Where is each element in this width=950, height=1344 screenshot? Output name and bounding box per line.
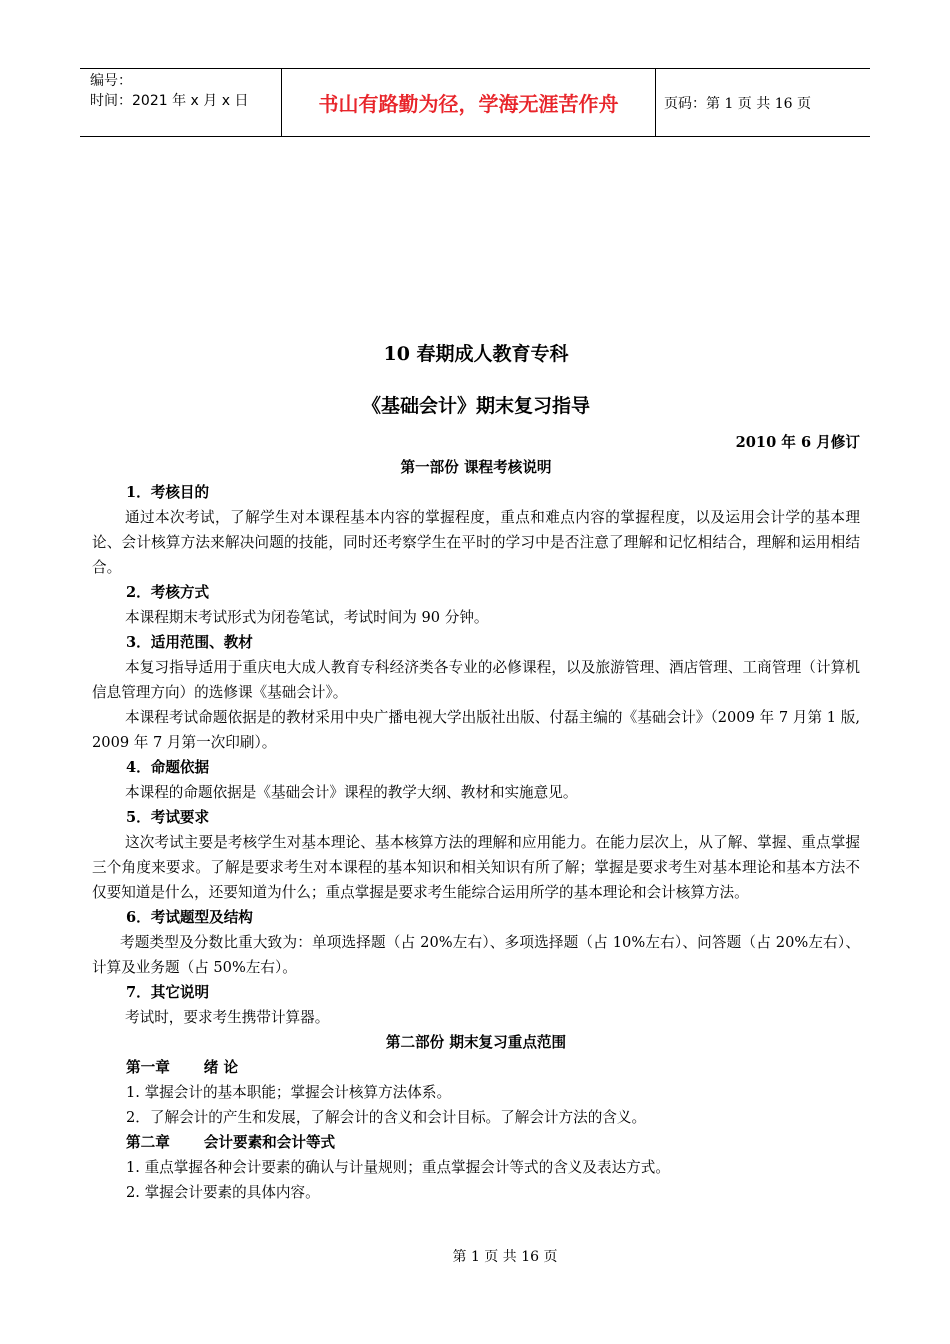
part2-heading: 第二部份 期末复习重点范围 [385,1034,567,1051]
section-3-title: 3．适用范围、教材 [126,634,253,651]
list-item: 2．了解会计的产生和发展，了解会计的含义和会计目标。了解会计方法的含义。 [126,1109,647,1126]
revision-date: 2010 年 6 月修订 [735,434,860,451]
chapter-1-number: 第一章 [126,1059,170,1076]
header-motto: 书山有路勤为径，学海无涯苦作舟 [282,69,656,136]
part1-heading: 第一部份 课程考核说明 [400,459,552,476]
section-7-title: 7．其它说明 [126,984,210,1001]
section-2-title: 2．考核方式 [126,584,210,601]
section-1-title: 1．考核目的 [126,484,210,501]
section-6-text: 考题类型及分数比重大致为：单项选择题（占 20%左右）、多项选择题（占 10%左右）、问答题（占 20%左右）、计算及业务题（占 50%左右）。 [92,934,860,976]
section-4-title: 4．命题依据 [126,759,210,776]
chapter-2-name: 会计要素和会计等式 [203,1134,336,1151]
header-meta [80,69,282,136]
section-3-text1: 本复习指导适用于重庆电大成人教育专科经济类各专业的必修课程，以及旅游管理、酒店管理、工商管理（计算机信息管理方向）的选修课《基础会计》。 [92,659,860,701]
chapter-2-heading [92,1130,860,1155]
chapter-1-heading [92,1055,860,1080]
section-1-text: 通过本次考试，了解学生对本课程基本内容的掌握程度，重点和难点内容的掌握程度，以及运用会计学的基本理论、会计核算方法来解决问题的技能，同时还考察学生在平时的学习中是否注意了理解和记忆相结合，理解和运用相结合。 [92,509,860,576]
doc-content [92,430,860,1205]
chapter-1-name: 绪 论 [203,1059,239,1076]
section-5-title: 5．考试要求 [126,809,210,826]
doc-title-line2: 《基础会计》期末复习指导 [361,395,590,417]
header-number-label: 编号： [90,73,132,89]
chapter-2-number: 第二章 [126,1134,170,1151]
section-7-text: 考试时，要求考生携带计算器。 [125,1009,330,1026]
section-4-text: 本课程的命题依据是《基础会计》课程的教学大纲、教材和实施意见。 [125,784,578,801]
header-time-label: 时间：2021 年 x 月 x 日 [90,93,249,109]
section-2-text: 本课程期末考试形式为闭卷笔试，考试时间为 90 分钟。 [125,609,489,626]
section-6-title: 6．考试题型及结构 [126,909,253,926]
page-footer: 第 1 页 共 16 页 [452,1249,558,1265]
list-item: 1. 重点掌握各种会计要素的确认与计量规则；重点掌握会计等式的含义及表达方式。 [126,1159,670,1176]
list-item: 1. 掌握会计的基本职能；掌握会计核算方法体系。 [126,1084,452,1101]
section-3-text2: 本课程考试命题依据是的教材采用中央广播电视大学出版社出版、付磊主编的《基础会计》（2009 年 7 月第 1 版, 2009 年 7 月第一次印刷）。 [92,709,860,751]
list-item: 2. 掌握会计要素的具体内容。 [126,1184,320,1201]
page-header [80,68,870,137]
header-page-label: 页码：第 1 页 共 16 页 [664,95,811,112]
section-5-text: 这次考试主要是考核学生对基本理论、基本核算方法的理解和应用能力。在能力层次上，从了解、掌握、重点掌握三个角度来要求。了解是要求考生对本课程的基本知识和相关知识有所了解；掌握是要求考生对基本理论和基本方法不仅要知道是什么，还要知道为什么；重点掌握是要求考生能综合运用所学的基本理论和会计核算方法。 [92,834,860,901]
doc-title-line1: 10 春期成人教育专科 [383,343,569,365]
